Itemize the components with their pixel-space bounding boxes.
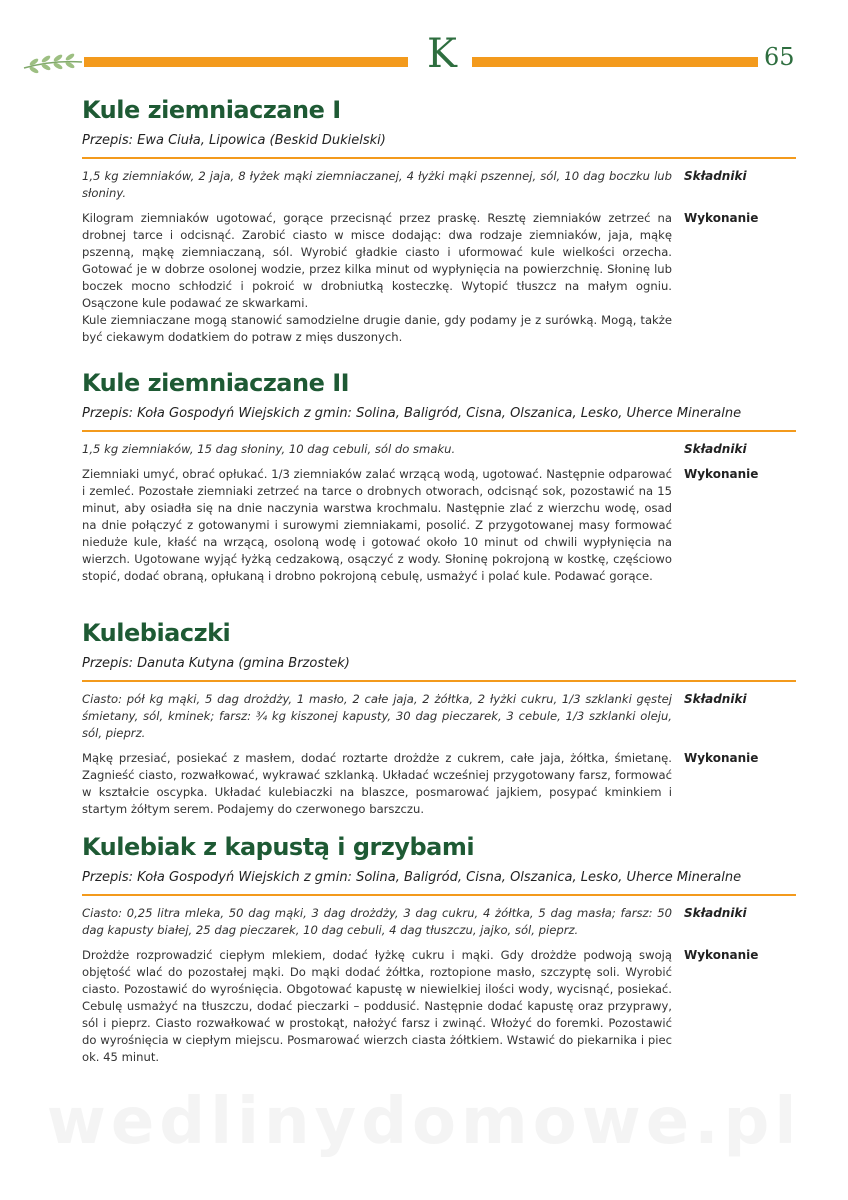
method-text: Ziemniaki umyć, obrać opłukać. 1/3 ziemniaków zalać wrzącą wodą, ugotować. Następnie odparować i zemleć. Pozostałe ziemniaki zetrzeć na tarce o drobnych otworach, odcisnąć sok, pozostawić na 15 minut, aby osiadła się na dnie naczynia warstwa krochmalu. Następnie zlać z wierzchu wodę, osad na dnie połączyć z gotowanymi i surowymi ziemniakami, posolić. Z przygotowanej masy formować nieduże kule, kłaść na wrzącą, osoloną wodę i gotować około 10 minut od chwili wypłynięcia na wierzch. Ugotowane wyjąć łyżką cedzakową, osączyć z wody. Słoninę pokrojoną w kostkę, częściowo stopić, dodać obraną, opłukaną i drobno pokrojoną cebulę, usmażyć i polać kule. Podawać gorące. (82, 467, 672, 583)
ingredients-row (82, 441, 796, 458)
recipe-title: Kule ziemniaczane I (82, 96, 341, 124)
method-text (82, 210, 672, 346)
recipe-title: Kulebiaczki (82, 619, 231, 647)
method-row (82, 466, 796, 585)
ingredients-text: 1,5 kg ziemniaków, 2 jaja, 8 łyżek mąki ziemniaczanej, 4 łyżki mąki pszennej, sól, 10 dag boczku lub słoniny. (82, 169, 672, 200)
recipe-kule-ziemniaczane-1 (82, 93, 796, 354)
ingredients-label: Składniki (684, 692, 747, 706)
ingredients-text: Ciasto: pół kg mąki, 5 dag drożdży, 1 masło, 2 całe jaja, 2 żółtka, 2 łyżki cukru, 1/3 szklanki gęstej śmietany, sól, kminek; farsz: ¾ kg kiszonej kapusty, 30 dag pieczarek, 3 cebule, 1/3 szklanki oleju, sól, pieprz. (82, 692, 672, 740)
recipe-title: Kule ziemniaczane II (82, 369, 350, 397)
recipe-author: Przepis: Koła Gospodyń Wiejskich z gmin: Solina, Baligród, Cisna, Olszanica, Lesko, Uherce Mineralne (82, 870, 742, 885)
method-row (82, 210, 796, 346)
divider (82, 680, 796, 682)
page-header (0, 0, 848, 90)
ingredients-text: 1,5 kg ziemniaków, 15 dag słoniny, 10 dag cebuli, sól do smaku. (82, 442, 456, 456)
recipe-kule-ziemniaczane-2 (82, 366, 796, 593)
recipe-author: Przepis: Ewa Ciuła, Lipowica (Beskid Dukielski) (82, 133, 386, 148)
method-label: Wykonanie (684, 211, 759, 225)
header-bar-left (84, 57, 408, 67)
method-label: Wykonanie (684, 467, 759, 481)
leaf-ornament-icon (22, 48, 84, 76)
ingredients-row (82, 168, 796, 202)
method-label: Wykonanie (684, 948, 759, 962)
method-text: Drożdże rozprowadzić ciepłym mlekiem, dodać łyżkę cukru i mąki. Gdy drożdże podwoją swoją objętość wlać do pozostałej mąki. Do mąki dodać żółtka, roztopione masło, szczyptę soli. Wyrobić ciasto. Pozostawić do wyrośnięcia. Obgotować kapustę w niewielkiej ilości wody, wycisnąć, posiekać. Cebulę usmażyć na tłuszczu, dodać pieczarki – poddusić. Następnie dodać kapustę oraz przyprawy, sól i pieprz. Ciasto rozwałkować w prostokąt, nałożyć farsz i zwinąć. Włożyć do foremki. Pozostawić do wyrośnięcia w ciepłym miejscu. Posmarować wierzch ciasta żółtkiem. Wstawić do piekarnika i piec ok. 45 minut. (82, 948, 672, 1064)
header-bar-right (472, 57, 758, 67)
divider (82, 430, 796, 432)
watermark: wedlinydomowe.pl (46, 1085, 802, 1159)
method-row (82, 947, 796, 1066)
recipe-title: Kulebiak z kapustą i grzybami (82, 833, 475, 861)
recipe-kulebiak-z-kapusta (82, 830, 796, 1074)
ingredients-row (82, 905, 796, 939)
ingredients-label: Składniki (684, 906, 747, 920)
method-paragraph: Kilogram ziemniaków ugotować, gorące przecisnąć przez praskę. Resztę ziemniaków zetrzeć na drobnej tarce i odcisnąć. Zarobić ciasto w misce dodając: dwa rodzaje ziemniaków, jaja, mąkę pszenną, mąkę ziemniaczaną, sól. Wyrobić gładkie ciasto i uformować kule wielkości orzecha. Gotować je w dobrze osolonej wodzie, przez kilka minut od wypłynięcia na powierzchnię. Słoninę lub boczek mocno schłodzić i pokroić w drobniutką kosteczkę. Wytopić tłuszcz na małym ogniu. Osączone kule podawać ze skwarkami. (82, 211, 672, 310)
method-text: Mąkę przesiać, posiekać z masłem, dodać roztarte drożdże z cukrem, całe jaja, żółtka, śmietanę. Zagnieść ciasto, rozwałkować, wykrawać szklanką. Układać wcześniej przygotowany farsz, formować w kształcie oscypka. Układać kulebiaczki na blaszce, posmarować jajkiem, posypać kminkiem i startym żółtym serem. Podajemy do czerwonego barszczu. (82, 751, 672, 816)
method-paragraph-extra: Kule ziemniaczane mogą stanowić samodzielne drugie danie, gdy podamy je z surówką. Mogą, także być ciekawym dodatkiem do potraw z mięs duszonych. (82, 313, 672, 344)
ingredients-label: Składniki (684, 442, 747, 456)
recipe-author: Przepis: Danuta Kutyna (gmina Brzostek) (82, 656, 350, 671)
page-number: 65 (764, 43, 795, 71)
ingredients-row (82, 691, 796, 742)
method-label: Wykonanie (684, 751, 759, 765)
recipe-author: Przepis: Koła Gospodyń Wiejskich z gmin: Solina, Baligród, Cisna, Olszanica, Lesko, Uherce Mineralne (82, 406, 742, 421)
method-row (82, 750, 796, 818)
ingredients-text: Ciasto: 0,25 litra mleka, 50 dag mąki, 3 dag drożdży, 3 dag cukru, 4 żółtka, 5 dag masła; farsz: 50 dag kapusty białej, 25 dag pieczarek, 10 dag cebuli, 4 dag tłuszczu, jajko, sól, pieprz. (82, 906, 672, 937)
section-letter: K (427, 31, 457, 77)
divider (82, 894, 796, 896)
divider (82, 157, 796, 159)
ingredients-label: Składniki (684, 169, 747, 183)
recipe-kulebiaczki (82, 616, 796, 826)
